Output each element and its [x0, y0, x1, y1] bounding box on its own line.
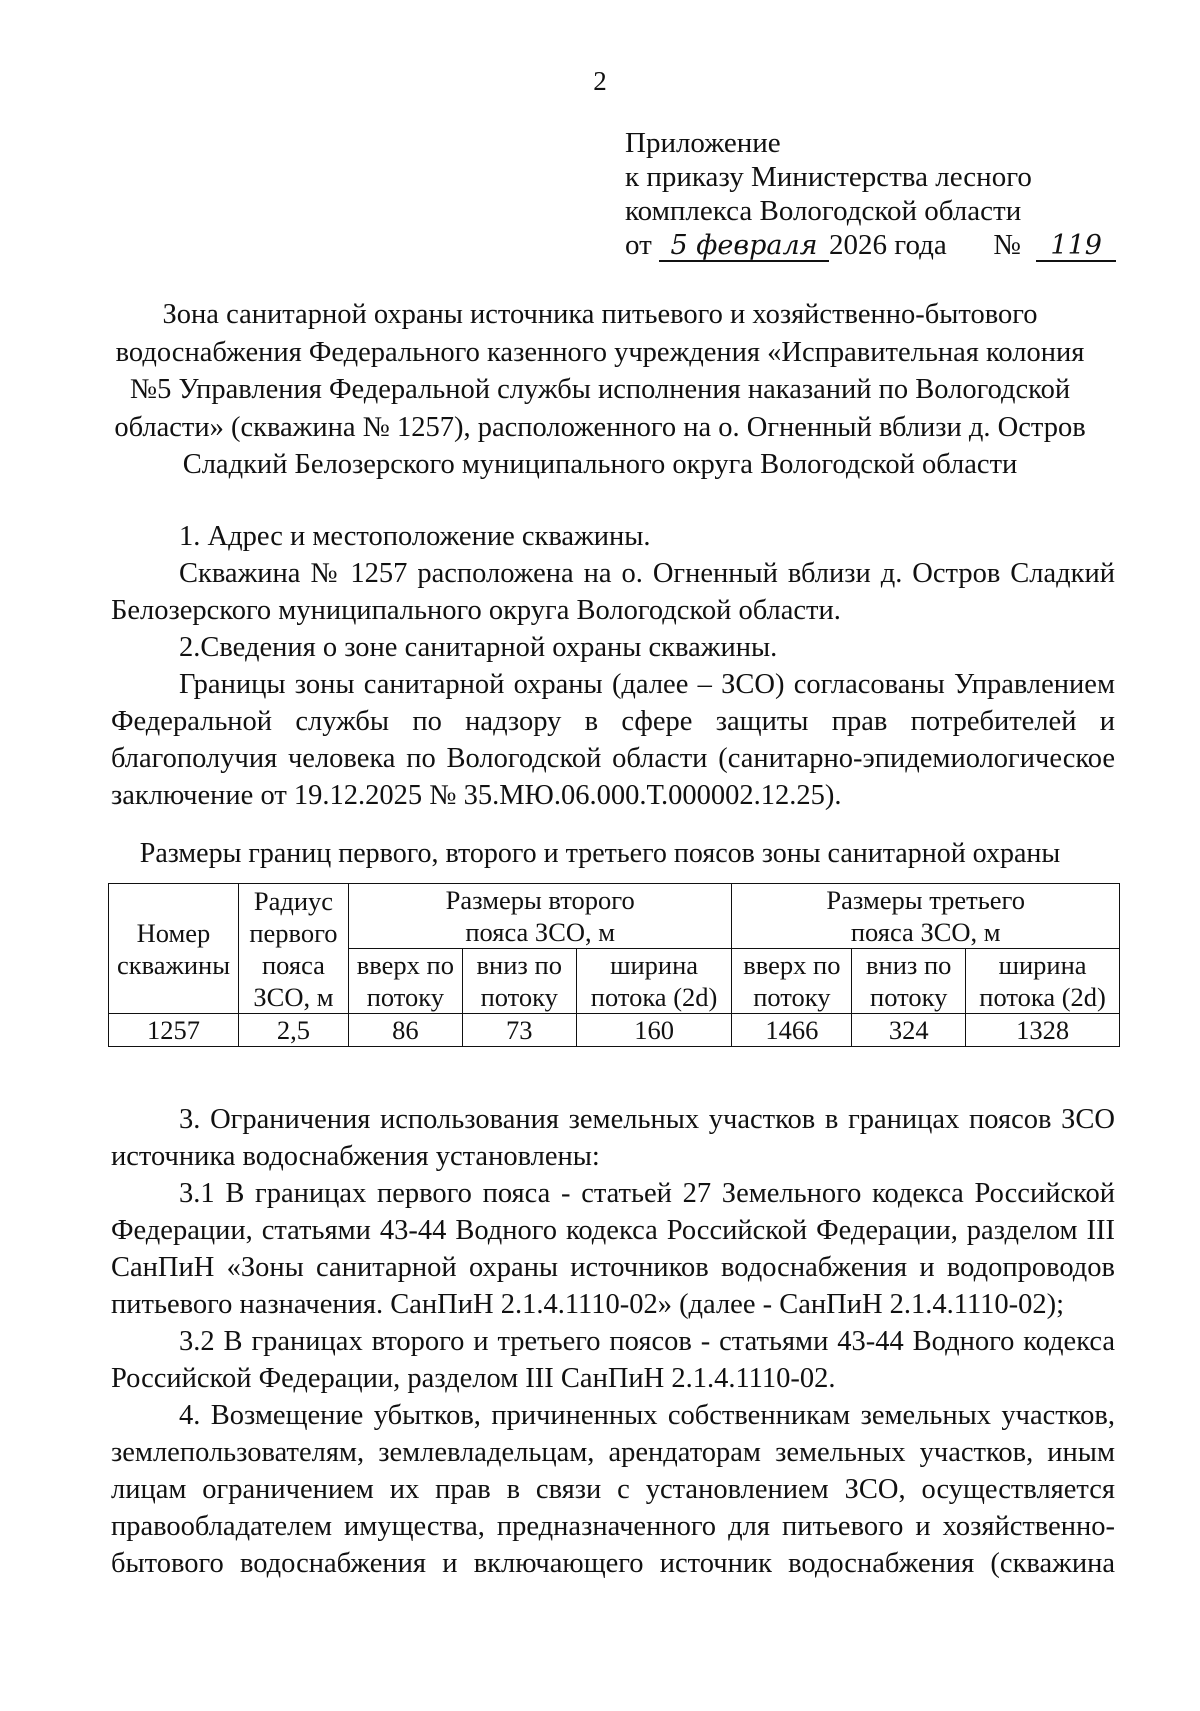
paragraph-line: бытового водоснабжения и включающего источник водоснабжения (скважина [111, 1548, 1115, 1579]
paragraph-line: благополучия человека по Вологодской области (санитарно-эпидемиологическое [111, 743, 1115, 774]
paragraph-line: Скважина № 1257 расположена на о. Огненный вблизи д. Остров Сладкий [179, 558, 1115, 589]
paragraph-line: 4. Возмещение убытков, причиненных собственникам земельных участков, [179, 1400, 1115, 1431]
appendix-line-2: к приказу Министерства лесного [625, 161, 1032, 193]
sanitary-zone-table [108, 883, 1120, 1047]
paragraph-line: лицам ограничением их прав в связи с установлением ЗСО, осуществляется [111, 1474, 1115, 1505]
title-line: Сладкий Белозерского муниципального округа Вологодской области [182, 449, 1018, 480]
table-cell: 324 [852, 1014, 966, 1047]
header-third-zone: Размеры третьего пояса ЗСО, м [732, 884, 1120, 949]
table-cell: 1466 [732, 1014, 852, 1047]
paragraph-line: землепользователям, землевладельцам, арендаторам земельных участков, иным [111, 1437, 1115, 1468]
table-cell: 1328 [966, 1014, 1120, 1047]
paragraph-line: 3.2 В границах второго и третьего поясов - статьями 43-44 Водного кодекса [179, 1326, 1115, 1357]
table-cell: 160 [576, 1014, 732, 1047]
section-3 [111, 1101, 1115, 1397]
paragraph-line: Границы зоны санитарной охраны (далее – ЗСО) согласованы Управлением [179, 669, 1115, 700]
appendix-line-1: Приложение [625, 127, 781, 159]
section-2-heading: 2.Сведения о зоне санитарной охраны скважины. [179, 632, 778, 663]
title-line: области» (скважина № 1257), расположенного на о. Огненный вблизи д. Остров [114, 411, 1086, 443]
paragraph-line: 3. Ограничения использования земельных участков в границах поясов ЗСО [179, 1104, 1115, 1135]
paragraph-line: заключение от 19.12.2025 № 35.МЮ.06.000.Т.000002.12.25). [111, 780, 842, 811]
header-flow-width: ширина потока (2d) [966, 949, 1120, 1014]
paragraph-line: Федерации, статьями 43-44 Водного кодекса Российской Федерации, разделом III [111, 1215, 1115, 1246]
paragraph-line: правообладателем имущества, предназначенного для питьевого и хозяйственно- [111, 1511, 1115, 1542]
title-line: Зона санитарной охраны источника питьевого и хозяйственно-бытового [162, 299, 1038, 330]
header-downstream: вниз по потоку [852, 949, 966, 1014]
appendix-line-3: комплекса Вологодской области [625, 195, 1022, 227]
paragraph-line: источника водоснабжения установлены: [111, 1141, 600, 1172]
table-header-row [109, 884, 1120, 949]
section-1-heading: 1. Адрес и местоположение скважины. [179, 521, 651, 552]
title-line: водоснабжения Федерального казенного учреждения «Исправительная колония [115, 336, 1085, 368]
header-second-zone: Размеры второго пояса ЗСО, м [348, 884, 732, 949]
handwritten-number: 119 [1036, 232, 1116, 262]
appendix-block [625, 126, 1116, 262]
table-row [109, 1014, 1120, 1047]
paragraph-line: Российской Федерации, разделом III СанПиН 2.1.4.1110-02. [111, 1363, 836, 1394]
paragraph-line: питьевого назначения. СанПиН 2.1.4.1110-02» (далее - СанПиН 2.1.4.1110-02); [111, 1289, 1065, 1320]
document-title [100, 296, 1100, 484]
appendix-date-line [625, 228, 1116, 262]
table-cell: 2,5 [238, 1014, 348, 1047]
section-1-2 [111, 518, 1115, 814]
paragraph-line: Белозерского муниципального округа Вологодской области. [111, 595, 841, 626]
header-well-number: Номер скважины [109, 884, 239, 1014]
handwritten-date: 5 февраля [659, 232, 829, 262]
paragraph-line: СанПиН «Зоны санитарной охраны источников водоснабжения и водопроводов [111, 1252, 1115, 1283]
number-label: № [993, 229, 1021, 261]
header-first-zone-radius: Радиус первого пояса ЗСО, м [238, 884, 348, 1014]
date-prefix: от [625, 229, 652, 261]
section-4 [111, 1397, 1115, 1582]
title-line: №5 Управления Федеральной службы исполнения наказаний по Вологодской [129, 374, 1071, 405]
table-caption: Размеры границ первого, второго и третьего поясов зоны санитарной охраны [139, 838, 1061, 869]
paragraph-line: Федеральной службы по надзору в сфере защиты прав потребителей и [111, 706, 1115, 737]
header-upstream: вверх по потоку [732, 949, 852, 1014]
table-cell: 73 [462, 1014, 576, 1047]
header-flow-width: ширина потока (2d) [576, 949, 732, 1014]
header-downstream: вниз по потоку [462, 949, 576, 1014]
paragraph-line: 3.1 В границах первого пояса - статьей 27 Земельного кодекса Российской [179, 1178, 1115, 1209]
table-cell: 1257 [109, 1014, 239, 1047]
page-number: 2 [593, 66, 607, 96]
header-upstream: вверх по потоку [348, 949, 462, 1014]
date-suffix: 2026 года [829, 229, 947, 261]
table-cell: 86 [348, 1014, 462, 1047]
